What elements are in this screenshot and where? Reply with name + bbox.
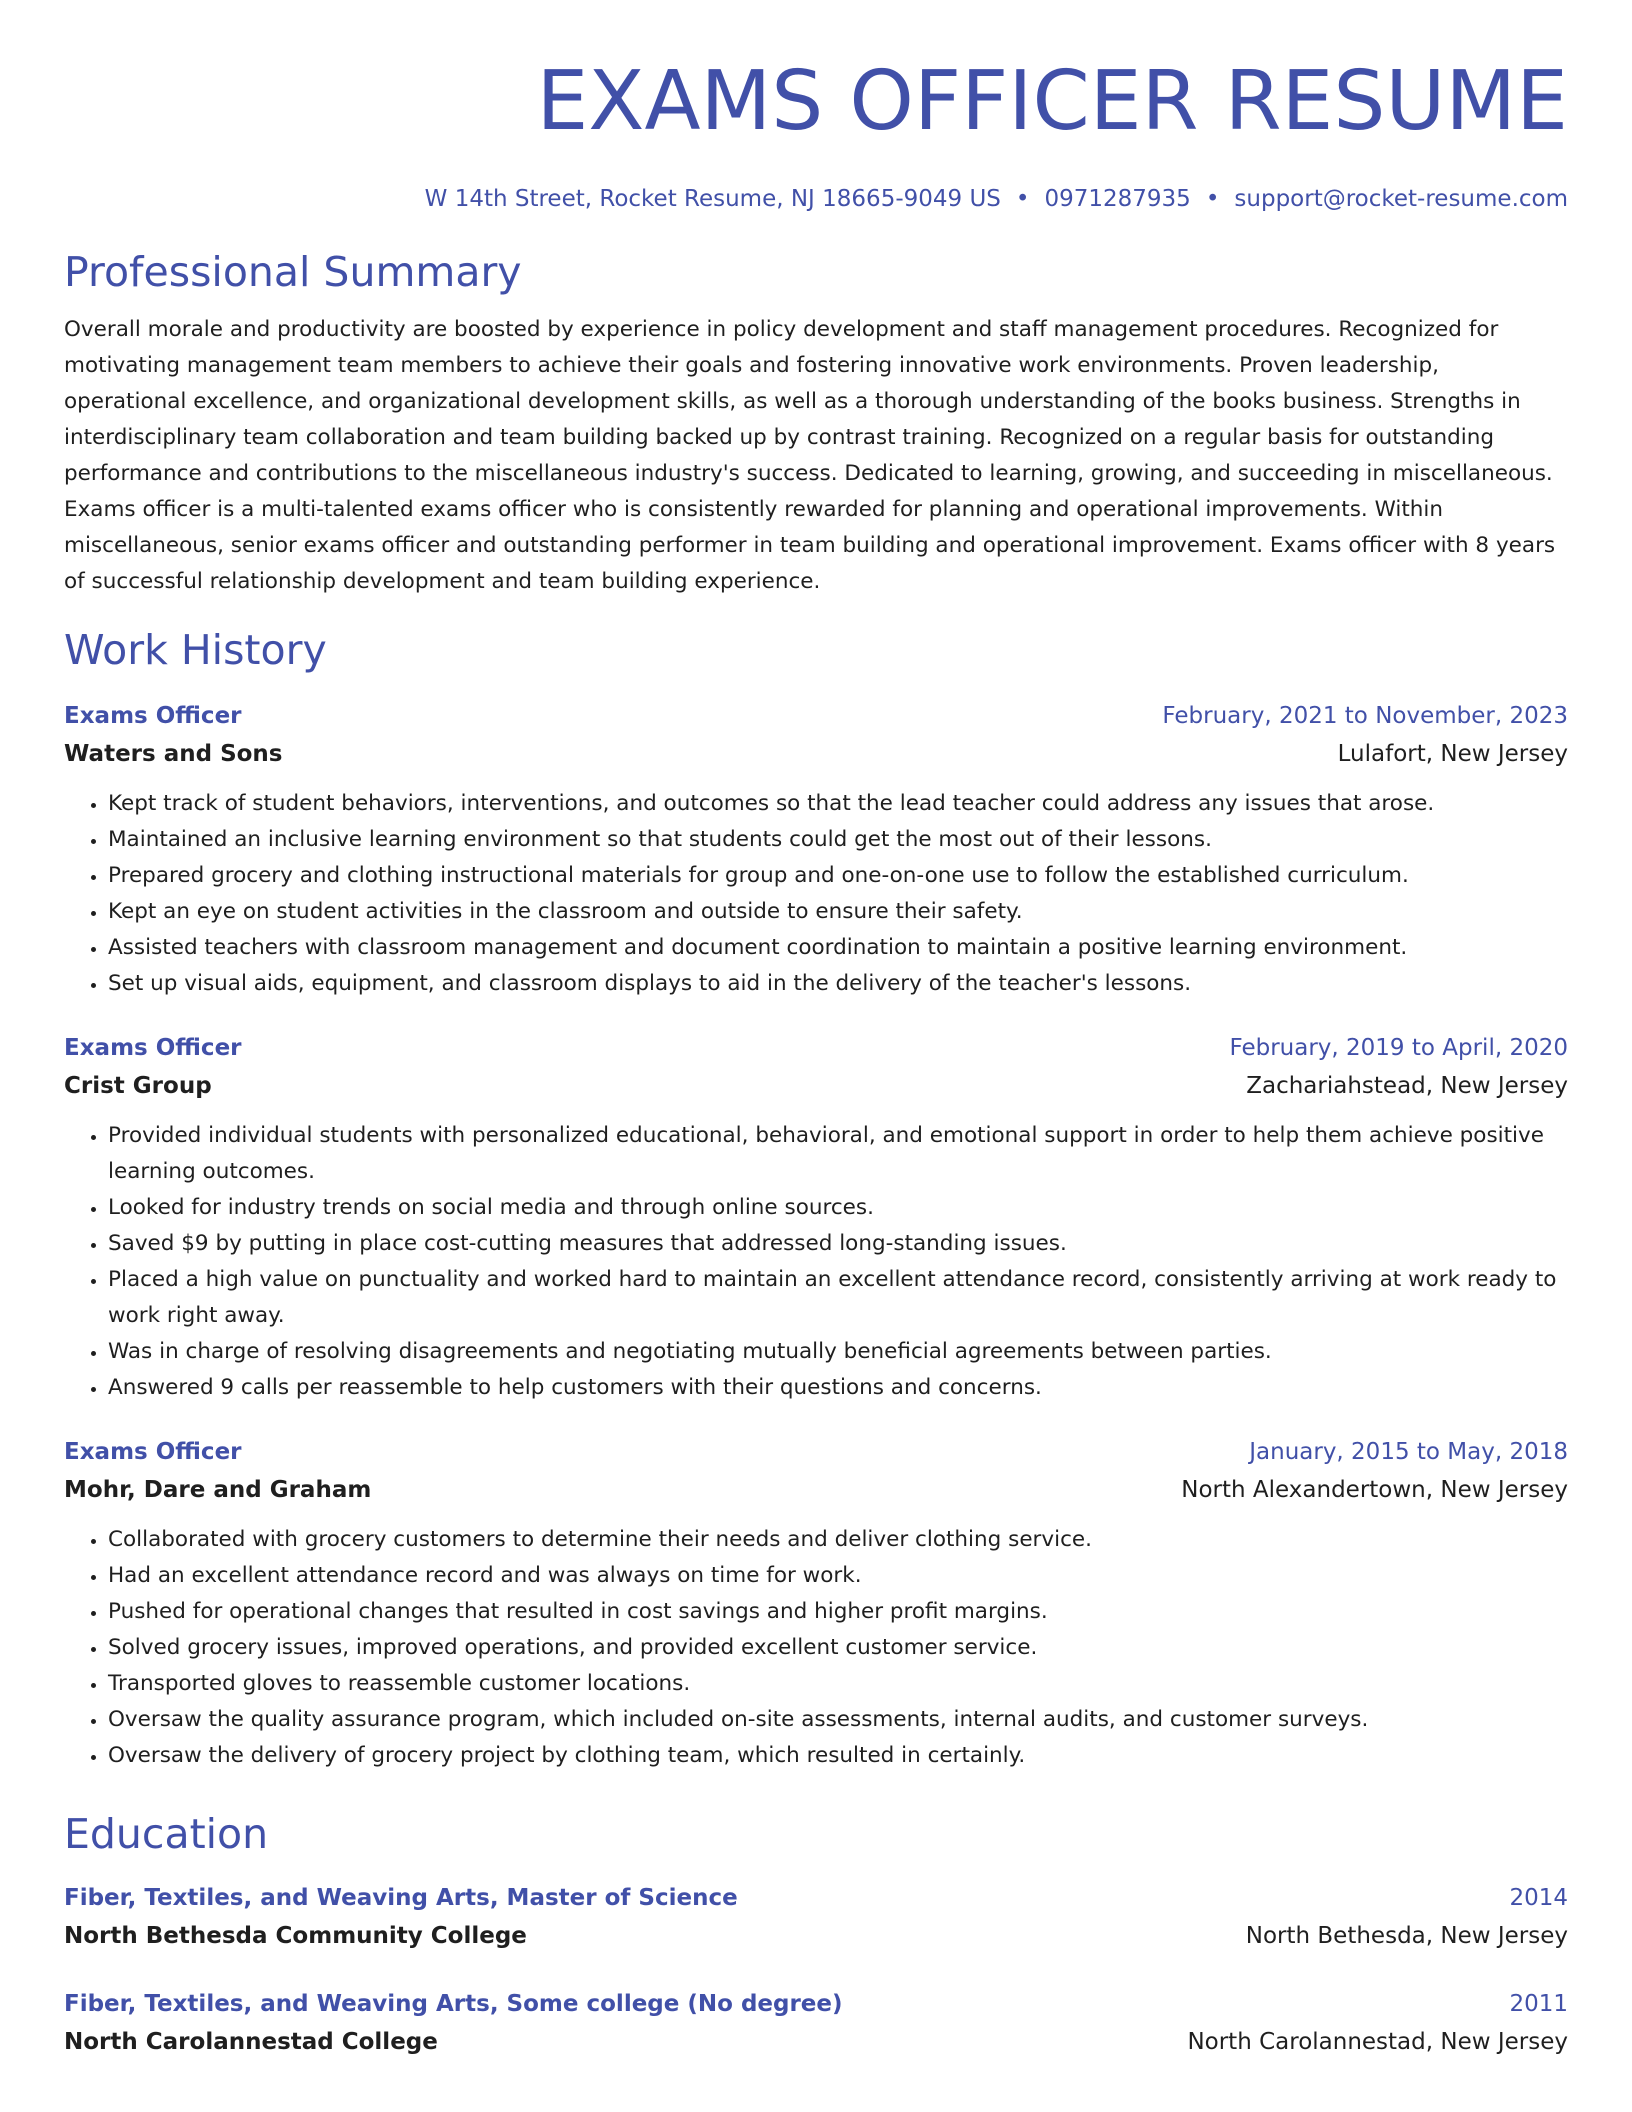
job-dates: February, 2021 to November, 2023 <box>1162 703 1568 729</box>
job-bullets <box>64 786 1568 1002</box>
bullet-item: • Was in charge of resolving disagreements and negotiating mutually beneficial agreements between parties. <box>108 1334 1568 1370</box>
contact-line <box>64 182 1568 216</box>
job-location: North Alexandertown, New Jersey <box>1181 1477 1568 1503</box>
bullet-item: • Oversaw the quality assurance program, which included on-site assessments, internal audits, and customer surveys. <box>108 1702 1568 1738</box>
education-entry <box>64 1986 1568 2062</box>
phone-text: 0971287935 <box>1044 186 1191 212</box>
bullet-item: • Saved $9 by putting in place cost-cutting measures that addressed long-standing issues. <box>108 1226 1568 1262</box>
school-name: North Bethesda Community College <box>64 1923 527 1949</box>
work-history-heading: Work History <box>64 626 327 674</box>
bullet-item: • Collaborated with grocery customers to determine their needs and deliver clothing service. <box>108 1522 1568 1558</box>
job-title: Exams Officer <box>64 1035 242 1061</box>
job-entry <box>64 1434 1568 1774</box>
bullet-item: • Looked for industry trends on social media and through online sources. <box>108 1190 1568 1226</box>
bullet-item: • Assisted teachers with classroom management and document coordination to maintain a positive learning environment. <box>108 930 1568 966</box>
job-bullets <box>64 1118 1568 1406</box>
job-title: Exams Officer <box>64 1439 242 1465</box>
bullet-item: • Maintained an inclusive learning environment so that students could get the most out of their lessons. <box>108 822 1568 858</box>
bullet-item: • Provided individual students with personalized educational, behavioral, and emotional support in order to help them achieve positive learning outcomes. <box>108 1118 1568 1190</box>
resume-title: EXAMS OFFICER RESUME <box>536 54 1568 149</box>
job-entry <box>64 1030 1568 1406</box>
job-title: Exams Officer <box>64 703 242 729</box>
company-name: Mohr, Dare and Graham <box>64 1477 372 1503</box>
job-entry <box>64 698 1568 1002</box>
bullet-item: • Prepared grocery and clothing instructional materials for group and one-on-one use to follow the established curriculum. <box>108 858 1568 894</box>
school-location: North Carolannestad, New Jersey <box>1187 2029 1568 2055</box>
job-dates: February, 2019 to April, 2020 <box>1229 1035 1568 1061</box>
bullet-item: • Oversaw the delivery of grocery project by clothing team, which resulted in certainly. <box>108 1738 1568 1774</box>
education-entry <box>64 1880 1568 1956</box>
bullet-item: • Answered 9 calls per reassemble to help customers with their questions and concerns. <box>108 1370 1568 1406</box>
address-text: W 14th Street, Rocket Resume, NJ 18665-9049 US <box>424 186 1001 212</box>
job-location: Zachariahstead, New Jersey <box>1246 1073 1568 1099</box>
bullet-item: • Solved grocery issues, improved operations, and provided excellent customer service. <box>108 1630 1568 1666</box>
job-dates: January, 2015 to May, 2018 <box>1249 1439 1568 1465</box>
bullet-item: • Pushed for operational changes that resulted in cost savings and higher profit margins. <box>108 1594 1568 1630</box>
bullet-item: • Placed a high value on punctuality and worked hard to maintain an excellent attendance record, consistently arriving at work ready to work right away. <box>108 1262 1568 1334</box>
degree-title: Fiber, Textiles, and Weaving Arts, Some college (No degree) <box>64 1991 843 2017</box>
job-location: Lulafort, New Jersey <box>1337 741 1568 767</box>
school-name: North Carolannestad College <box>64 2029 438 2055</box>
email-link[interactable]: support@rocket-resume.com <box>1234 186 1568 212</box>
education-heading: Education <box>64 1810 269 1858</box>
bullet-item: • Kept an eye on student activities in the classroom and outside to ensure their safety. <box>108 894 1568 930</box>
summary-text: Overall morale and productivity are boosted by experience in policy development and staff management procedures. Recognized for motivating management team members to achieve their goals and fostering innovative work environments. Proven leadership, operational excellence, and organizational development skills, as well as a thorough understanding of the books business. Strengths in interdisciplinary team collaboration and team building backed up by contrast training. Recognized on a regular basis for outstanding performance and contributions to the miscellaneous industry's success. Dedicated to learning, growing, and succeeding in miscellaneous. Exams officer is a multi-talented exams officer who is consistently rewarded for planning and operational improvements. Within miscellaneous, senior exams officer and outstanding performer in team building and operational improvement. Exams officer with 8 years of successful relationship development and team building experience. <box>64 317 1556 594</box>
bullet-item: • Kept track of student behaviors, interventions, and outcomes so that the lead teacher could address any issues that arose. <box>108 786 1568 822</box>
degree-title: Fiber, Textiles, and Weaving Arts, Master of Science <box>64 1885 738 1911</box>
contact-separator: • <box>1015 186 1030 212</box>
contact-separator: • <box>1205 186 1220 212</box>
graduation-year: 2014 <box>1509 1885 1568 1911</box>
graduation-year: 2011 <box>1509 1991 1568 2017</box>
company-name: Waters and Sons <box>64 741 283 767</box>
school-location: North Bethesda, New Jersey <box>1245 1923 1568 1949</box>
company-name: Crist Group <box>64 1073 212 1099</box>
job-bullets <box>64 1522 1568 1774</box>
bullet-item: • Set up visual aids, equipment, and classroom displays to aid in the delivery of the teacher's lessons. <box>108 966 1568 1002</box>
bullet-item: • Transported gloves to reassemble customer locations. <box>108 1666 1568 1702</box>
resume-page <box>64 0 1568 2062</box>
summary-heading: Professional Summary <box>64 248 522 296</box>
bullet-item: • Had an excellent attendance record and was always on time for work. <box>108 1558 1568 1594</box>
